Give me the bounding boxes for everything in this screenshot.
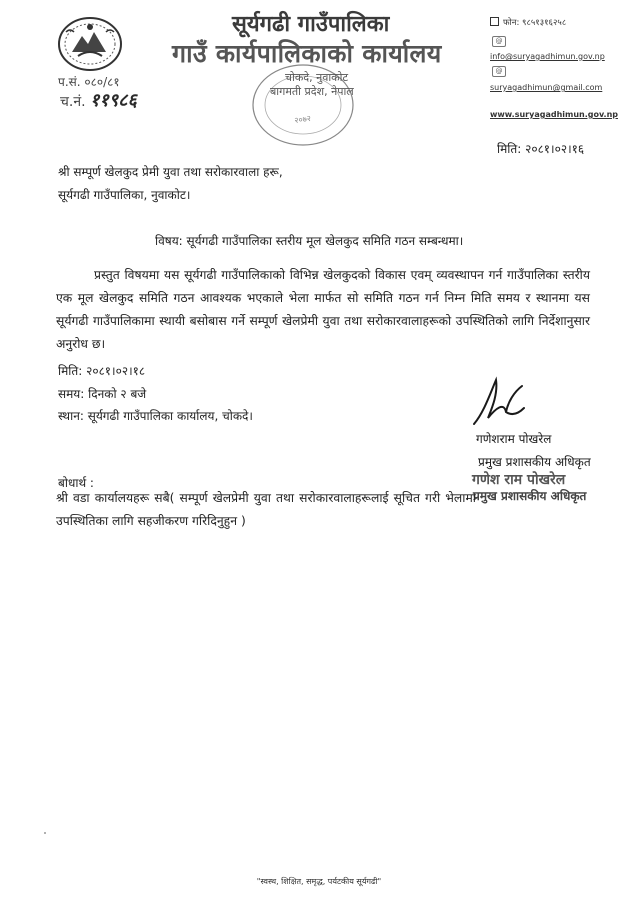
contact-website[interactable]: www.suryagadhimun.gov.np — [490, 110, 619, 119]
handwritten-signature — [466, 372, 530, 430]
recipient-line2: सूर्यगढी गाउँपालिका, नुवाकोट। — [58, 188, 191, 202]
cc-label: बोधार्थ : — [58, 476, 94, 490]
signatory-title: प्रमुख प्रशासकीय अधिकृत — [478, 455, 591, 469]
contact-email-gmail[interactable]: suryagadhimun@gmail.com — [490, 83, 603, 92]
address-line2: बागमती प्रदेश, नेपाल — [270, 85, 354, 98]
contact-phone: फोन: ९८५१३१६२५८ — [490, 17, 566, 28]
cc-text: श्री वडा कार्यालयहरू सबै( सम्पूर्ण खेलप्रेमी युवा तथा सरोकारवालाहरूलाई सूचित गरी भेलामा उपस्थितिका लागि सहजीकरण गरिदिनुहुन ) — [56, 491, 476, 528]
recipient-line1: श्री सम्पूर्ण खेलकुद प्रेमी युवा तथा सरोकारवाला हरू, — [58, 165, 283, 179]
seal-title: प्रमुख प्रशासकीय अधिकृत — [473, 489, 587, 503]
email-icon: @ — [492, 36, 506, 47]
meeting-date: मिति: २०८१।०२।१८ — [58, 364, 146, 378]
svg-text:२०७२: २०७२ — [293, 113, 312, 126]
fiscal-year: प.सं. ०८०/८१ — [58, 75, 120, 89]
ref-number: ११९८६ — [90, 90, 137, 111]
signatory-name: गणेशराम पोखरेल — [476, 432, 552, 446]
seal-name: गणेश राम पोखरेल — [472, 472, 566, 488]
reference-number — [60, 88, 137, 112]
letter-body: प्रस्तुत विषयमा यस सूर्यगढी गाउँपालिकाको विभिन्न खेलकुदको विकास एवम् व्यवस्थापन गर्न गाउँपालिका स्तरीय एक मूल खेलकुद समिति गठन आवश्यक भएकाले भेला मार्फत सो समिति गठन गर्न निम्न मिति समय र स्थानमा यस सूर्यगढी गाउँपालिकामा स्थायी बसोबास गर्ने सम्पूर्ण खेलप्रेमी युवा तथा सरोकारवालाहरूको उपस्थितिको लागि निर्देशानुसार अनुरोध छ। — [56, 268, 590, 351]
contact-email-info[interactable]: info@suryagadhimun.gov.np — [490, 52, 605, 61]
address-line1: चोकदे, नुवाकोट — [285, 71, 349, 84]
ref-prefix: च.नं. — [60, 94, 86, 110]
nepal-emblem-logo — [56, 14, 124, 72]
scan-speck — [44, 832, 46, 834]
meeting-time: समय: दिनको २ बजे — [58, 387, 147, 401]
meeting-venue: स्थान: सूर्यगढी गाउँपालिका कार्यालय, चोकदे। — [58, 409, 253, 423]
email-icon: @ — [492, 66, 506, 77]
office-title-line1: सूर्यगढी गाउँपालिका — [232, 12, 390, 37]
phone-icon — [490, 17, 499, 26]
office-title-line2: गाउँ कार्यपालिकाको कार्यालय — [172, 39, 442, 68]
footer-slogan: "स्वस्थ, शिक्षित, समृद्ध, पर्यटकीय सूर्यगढी" — [256, 877, 382, 886]
letter-subject: विषय: सूर्यगढी गाउँपालिका स्तरीय मूल खेलकुद समिति गठन सम्बन्धमा। — [155, 234, 464, 248]
letter-date: मिति: २०८१।०२।१६ — [497, 142, 585, 156]
